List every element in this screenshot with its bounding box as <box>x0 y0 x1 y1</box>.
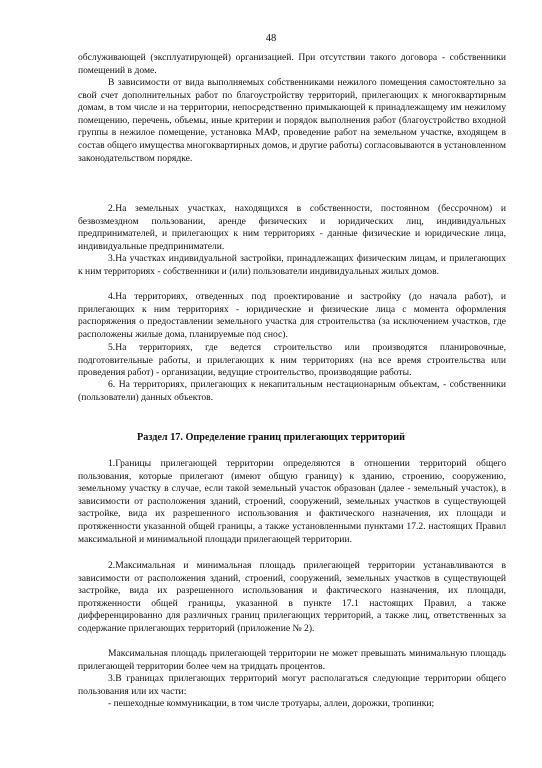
paragraph-item-6: 6. На территориях, прилегающих к некапитальным нестационарным объектам, - собственники (пользователи) данных объектов. <box>78 379 506 403</box>
paragraph-17-2: 2.Максимальная и минимальная площадь прилегающей территории устанавливаются в зависимости от расположения зданий, строений, сооружений, земельных участков в существующей застройке, вида их разрешенного использования и фактического назначения, их площади, протяженности общей границы, указанной в пункте 17.1 настоящих Правил, а также дифференцированно для различных границ прилегающих территорий, а также лиц, ответственных за содержание прилегающих территорий (приложение № 2). <box>78 560 506 634</box>
paragraph-nonresidential-works: В зависимости от вида выполняемых собственниками нежилого помещения самостоятельно за свой счет дополнительных работ по благоустройству территорий, прилегающих к многоквартирным домам, в том числе и на территории, непосредственно примыкающей к принадлежащему им нежилому помещению, перечень, объемы, иные критерии и порядок выполнения работ (благоустройство входной группы в нежилое помещение, установка МАФ, проведение работ на земельном участке, входящем в состав общего имущества многоквартирных домов, и другие работы) согласовываются в установленном законодательством порядке. <box>78 77 506 164</box>
paragraph-17-1: 1.Границы прилегающей территории определяются в отношении территорий общего пользования, которые прилегают (имеют общую границу) к зданию, строению, сооружению, земельному участку в случае, если такой земельный участок образован (далее - земельный участок), в зависимости от расположения зданий, строений, сооружений, земельных участков в существующей застройке, вида их разрешенного использования и фактического назначения, их площади и протяженности указанной общей границы, а также установленными пунктами 17.2. настоящих Правил максимальной и минимальной площади прилегающей территории. <box>78 458 506 545</box>
paragraph-item-3: 3.На участках индивидуальной застройки, принадлежащих физическим лицам, и прилегающих к ним территориях - собственники и (или) пользователи индивидуальных жилых домов. <box>78 253 506 277</box>
paragraph-17-3: 3.В границах прилегающих территорий могут располагаться следующие территории общего пользования или их части: <box>78 673 506 697</box>
section-heading: Раздел 17. Определение границ прилегающих территорий <box>137 432 405 443</box>
paragraph-owner-organization: обслуживающей (эксплуатирующей) организацией. При отсутствии такого договора - собственники помещений в доме. <box>78 52 506 76</box>
paragraph-max-area: Максимальная площадь прилегающей территории не может превышать минимальную площадь прилегающей территории более чем на тридцать процентов. <box>78 648 506 672</box>
paragraph-item-2: 2.На земельных участках, находящихся в собственности, постоянном (бессрочном) и безвозмездном пользовании, аренде физических и юридических лиц, индивидуальных предпринимателей, и прилегающих к ним территориях - данные физические и юридические лица, индивидуальные предприниматели. <box>78 203 506 252</box>
list-item-pedestrian: - пешеходные коммуникации, в том числе тротуары, аллеи, дорожки, тропинки; <box>108 698 435 709</box>
page-number: 48 <box>265 33 277 44</box>
paragraph-item-4: 4.На территориях, отведенных под проектирование и застройку (до начала работ), и прилегающих к ним территориях - юридические и физические лица с момента оформления распоряжения о предоставлении земельного участка для строительства (за исключением участков, где расположены жилые дома, планируемые под снос). <box>78 291 506 340</box>
paragraph-item-5: 5.На территориях, где ведется строительство или производятся планировочные, подготовительные работы, и прилегающих к ним территориях (на все время строительства или проведения работ) - организации, ведущие строительство, производящие работы. <box>78 342 506 379</box>
